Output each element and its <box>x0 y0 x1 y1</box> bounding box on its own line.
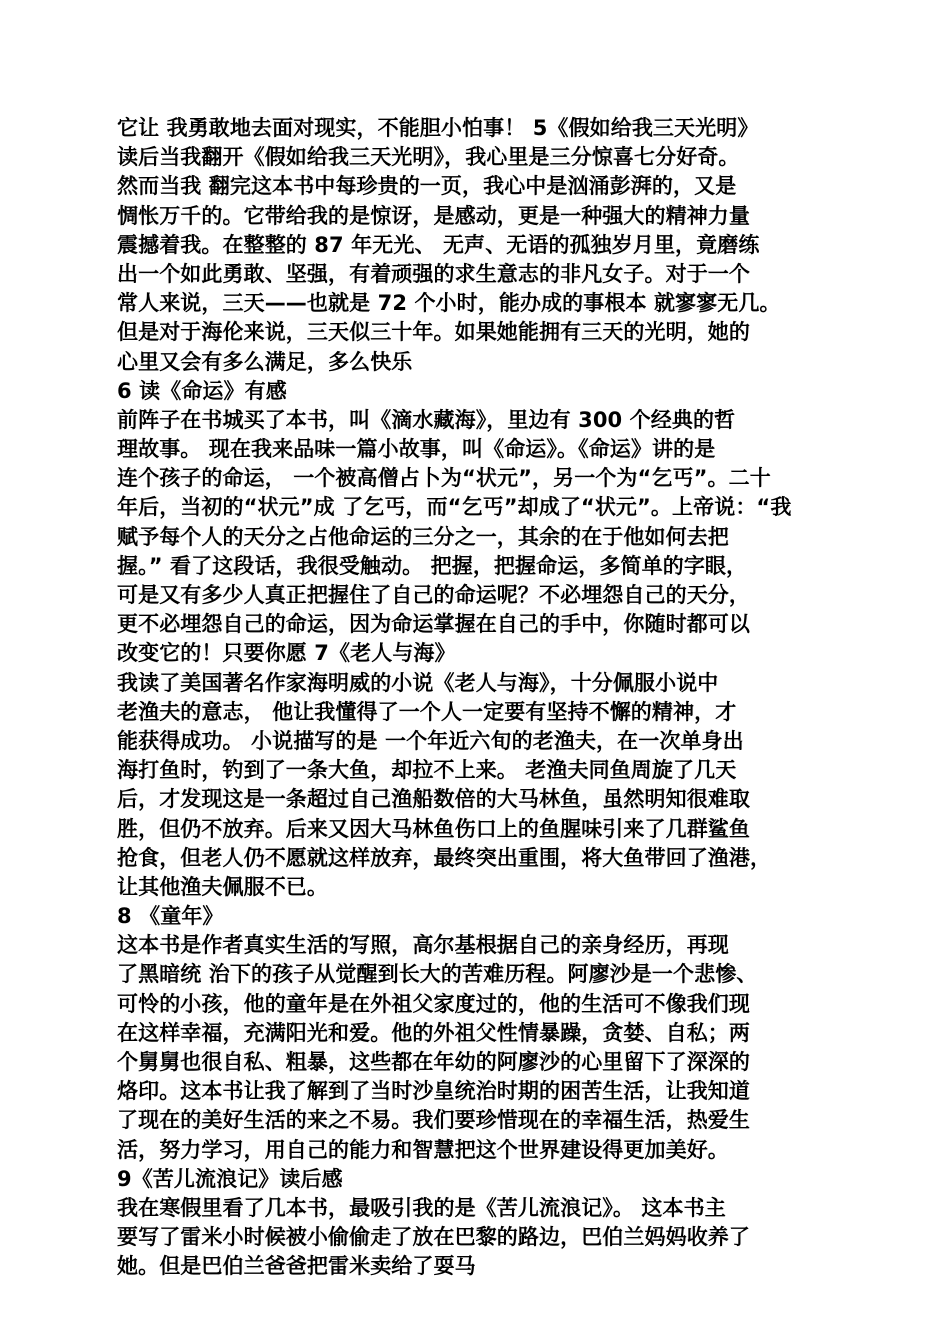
text-line: 更不必埋怨自己的命运，因为命运掌握在自己的手中，你随时都可以 <box>117 612 750 637</box>
text-line: 震撼着我。在整整的 87 年无光、 无声、无语的孤独岁月里，竟磨练 <box>117 232 760 257</box>
text-line: 可怜的小孩，他的童年是在外祖父家度过的，他的生活可不像我们现 <box>117 991 750 1016</box>
text-line: 常人来说，三天——也就是 72 个小时，能办成的事根本 就寥寥无几。 <box>117 291 781 316</box>
text-line: 了黑暗统 治下的孩子从觉醒到长大的苦难历程。阿廖沙是一个悲惨、 <box>117 962 758 987</box>
text-line: 抢食，但老人仍不愿就这样放弃，最终突出重围，将大鱼带回了渔港， <box>117 845 772 870</box>
text-line: 它让 我勇敢地去面对现实，不能胆小怕事！ 5《假如给我三天光明》 <box>117 116 759 140</box>
text-line: 赋予每个人的天分之占他命运的三分之一，其余的在于他如何去把 <box>117 524 729 549</box>
document-body <box>117 114 852 1282</box>
text-line: 了现在的美好生活的来之不易。我们要珍惜现在的幸福生活，热爱生 <box>117 1108 750 1133</box>
text-line: 在这样幸福，充满阳光和爱。他的外祖父性情暴躁，贪婪、自私；两 <box>117 1020 750 1045</box>
text-line: 理故事。 现在我来品味一篇小故事，叫《命运》。《命运》讲的是 <box>117 437 716 462</box>
text-line: 我读了美国著名作家海明威的小说《老人与海》，十分佩服小说中 <box>117 670 719 695</box>
text-line: 读后当我翻开《假如给我三天光明》，我心里是三分惊喜七分好奇。 <box>117 145 740 170</box>
text-line: 然而当我 翻完这本书中每珍贵的一页，我心中是汹涌彭湃的，又是 <box>117 174 737 199</box>
section-heading: 8 《童年》 <box>117 904 224 929</box>
text-line: 这本书是作者真实生活的写照，高尔基根据自己的亲身经历，再现 <box>117 933 729 958</box>
text-line: 她。但是巴伯兰爸爸把雷米卖给了耍马 <box>117 1254 476 1279</box>
text-line: 惆怅万千的。它带给我的是惊讶，是感动，更是一种强大的精神力量 <box>117 203 750 228</box>
text-line: 握。” 看了这段话，我很受触动。 把握，把握命运，多简单的字眼， <box>117 553 748 578</box>
text-line: 烙印。这本书让我了解到了当时沙皇统治时期的困苦生活，让我知道 <box>117 1079 750 1104</box>
section-heading: 6 读《命运》有感 <box>117 378 287 403</box>
text-line: 海打鱼时，钓到了一条大鱼，却拉不上来。 老渔夫同鱼周旋了几天 <box>117 758 737 783</box>
text-line: 前阵子在书城买了本书，叫《滴水藏海》，里边有 300 个经典的哲 <box>117 407 736 432</box>
text-line: 要写了雷米小时候被小偷偷走了放在巴黎的路边，巴伯兰妈妈收养了 <box>117 1225 750 1250</box>
text-line: 心里又会有多么满足，多么快乐 <box>117 349 413 374</box>
text-line: 出一个如此勇敢、坚强，有着顽强的求生意志的非凡女子。对于一个 <box>117 261 750 286</box>
text-line: 后，才发现这是一条超过自己渔船数倍的大马林鱼，虽然明知很难取 <box>117 787 750 812</box>
text-line: 胜，但仍不放弃。后来又因大马林鱼伤口上的鱼腥味引来了几群鲨鱼 <box>117 816 750 841</box>
text-line: 连个孩子的命运， 一个被高僧占卜为“状元”，另一个为“乞丐”。二十 <box>117 466 771 491</box>
text-line: 但是对于海伦来说，三天似三十年。如果她能拥有三天的光明，她的 <box>117 320 750 345</box>
section-heading: 9《苦儿流浪记》读后感 <box>117 1166 343 1191</box>
text-line: 改变它的！只要你愿 7《老人与海》 <box>117 641 456 666</box>
text-line: 能获得成功。 小说描写的是 一个年近六旬的老渔夫，在一次单身出 <box>117 728 744 753</box>
text-line: 我在寒假里看了几本书，最吸引我的是《苦儿流浪记》。 这本书主 <box>117 1195 726 1220</box>
text-line: 年后，当初的“状元”成 了乞丐，而“乞丐”却成了“状元”。上帝说：“我 <box>117 495 792 520</box>
text-line: 个舅舅也很自私、粗暴，这些都在年幼的阿廖沙的心里留下了深深的 <box>117 1050 750 1074</box>
text-line: 活，努力学习，用自己的能力和智慧把这个世界建设得更加美好。 <box>117 1137 729 1162</box>
text-line: 老渔夫的意志， 他让我懂得了一个人一定要有坚持不懈的精神，才 <box>117 699 737 724</box>
text-line: 让其他渔夫佩服不已。 <box>117 874 328 899</box>
text-line: 可是又有多少人真正把握住了自己的命运呢？不必埋怨自己的天分， <box>117 583 750 607</box>
